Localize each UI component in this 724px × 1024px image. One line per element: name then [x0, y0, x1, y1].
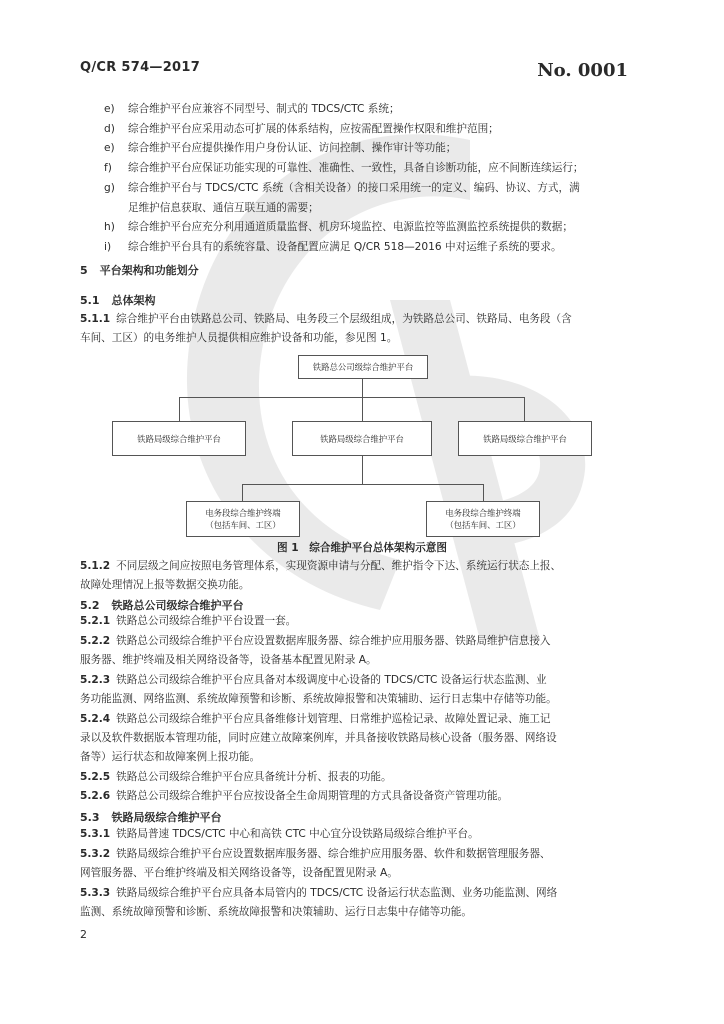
standard-code: Q/CR 574—2017 [80, 60, 201, 75]
list-item-continuation: 足维护信息获取、通信互联互通的需要； [128, 201, 319, 214]
list-item: f) 综合维护平台应保证功能实现的可靠性、准确性、一致性，具备自诊断功能，应不间断连续运行； [104, 162, 584, 175]
connector-line [483, 484, 484, 502]
paragraph-5-2-5: 5.2.5 铁路总公司级综合维护平台应具备统计分析、报表的功能。 [80, 771, 392, 783]
connector-line [242, 484, 484, 485]
paragraph-5-2-6: 5.2.6 铁路总公司级综合维护平台应按设备全生命周期管理的方式具备设备资产管理功能。 [80, 790, 509, 802]
list-item: e) 综合维护平台应兼容不同型号、制式的 TDCS/CTC 系统； [104, 103, 400, 115]
list-item: d) 综合维护平台应采用动态可扩展的体系结构，应按需配置操作权限和维护范围； [104, 122, 499, 135]
requirements-list [80, 100, 650, 258]
list-item: g) 综合维护平台与 TDCS/CTC 系统（含相关设备）的接口采用统一的定义、编码、协议、方式，满 [104, 181, 580, 194]
connector-line [179, 397, 525, 398]
list-item: h) 综合维护平台应充分利用通道质量监督、机房环境监控、电源监控等监测监控系统提供的数据； [104, 221, 573, 234]
page-number: 2 [80, 928, 87, 941]
bureau-platform-box: 铁路局级综合维护平台 [112, 421, 246, 456]
paragraph-5-1-2: 5.1.2 不同层级之间应按照电务管理体系，实现资源申请与分配、维护指令下达、系统运行状态上报、 故障处理情况上报等数据交换功能。 [80, 560, 562, 592]
connector-line [362, 378, 363, 398]
connector-line [362, 397, 363, 422]
paragraph-5-1-1: 5.1.1 综合维护平台由铁路总公司、铁路局、电务段三个层级组成，为铁路总公司、铁路局、电务段（含 车间、工区）的电务维护人员提供相应维护设备和功能，参见图 1。 [80, 313, 572, 345]
paragraph-5-3-1: 5.3.1 铁路局普速 TDCS/CTC 中心和高铁 CTC 中心宜分设铁路局级综合维护平台。 [80, 828, 479, 840]
connector-line [242, 484, 243, 502]
bureau-platform-box: 铁路局级综合维护平台 [292, 421, 432, 456]
connector-line [362, 455, 363, 485]
section-heading-5-3: 5.3 铁路局级综合维护平台 [80, 811, 222, 824]
figure-caption: 图 1 综合维护平台总体架构示意图 [277, 542, 447, 554]
paragraph-5-3-3: 5.3.3 铁路局级综合维护平台应具备本局管内的 TDCS/CTC 设备运行状态监测、业务功能监测、网络 监测、系统故障预警和诊断、系统故障报警和决策辅助、运行日志集中存储等功能。 [80, 887, 558, 919]
paragraph-5-3-2: 5.3.2 铁路局级综合维护平台应设置数据库服务器、综合维护应用服务器、软件和数据管理服务器、 网管服务器、平台维护终端及相关网络设备等，设备配置见附录 A。 [80, 848, 551, 880]
paragraph-5-2-2: 5.2.2 铁路总公司级综合维护平台应设置数据库服务器、综合维护应用服务器、铁路局维护信息接入 服务器、维护终端及相关网络设备等，设备基本配置见附录 A。 [80, 635, 551, 667]
depot-terminal-box: 电务段综合维护终端 （包括车间、工区） [186, 501, 300, 537]
list-item: e) 综合维护平台应提供操作用户身份认证、访问控制、操作审计等功能； [104, 142, 457, 155]
document-number: No. 0001 [537, 60, 628, 81]
paragraph-5-2-1: 5.2.1 铁路总公司级综合维护平台设置一套。 [80, 615, 297, 627]
paragraph-5-2-4: 5.2.4 铁路总公司级综合维护平台应具备维修计划管理、日常维护巡检记录、故障处置记录、施工记 录以及软件数据版本管理功能，同时应建立故障案例库，并具备接收铁路局核心设备（服务器、网络设 备等）运行状态和故障案例上报功能。 [80, 713, 557, 764]
depot-terminal-box: 电务段综合维护终端 （包括车间、工区） [426, 501, 540, 537]
bureau-platform-box: 铁路局级综合维护平台 [458, 421, 592, 456]
connector-line [524, 397, 525, 422]
connector-line [179, 397, 180, 422]
paragraph-5-2-3: 5.2.3 铁路总公司级综合维护平台应具备对本级调度中心设备的 TDCS/CTC 设备运行状态监测、业 务功能监测、网络监测、系统故障预警和诊断、系统故障报警和决策辅助、运行日志集中存储等功能。 [80, 674, 557, 706]
section-heading-5: 5 平台架构和功能划分 [80, 264, 199, 277]
hq-platform-box: 铁路总公司级综合维护平台 [298, 355, 428, 379]
list-item: i) 综合维护平台具有的系统容量、设备配置应满足 Q/CR 518—2016 中对运维子系统的要求。 [104, 240, 562, 253]
section-heading-5-1: 5.1 总体架构 [80, 294, 156, 307]
section-heading-5-2: 5.2 铁路总公司级综合维护平台 [80, 599, 244, 612]
